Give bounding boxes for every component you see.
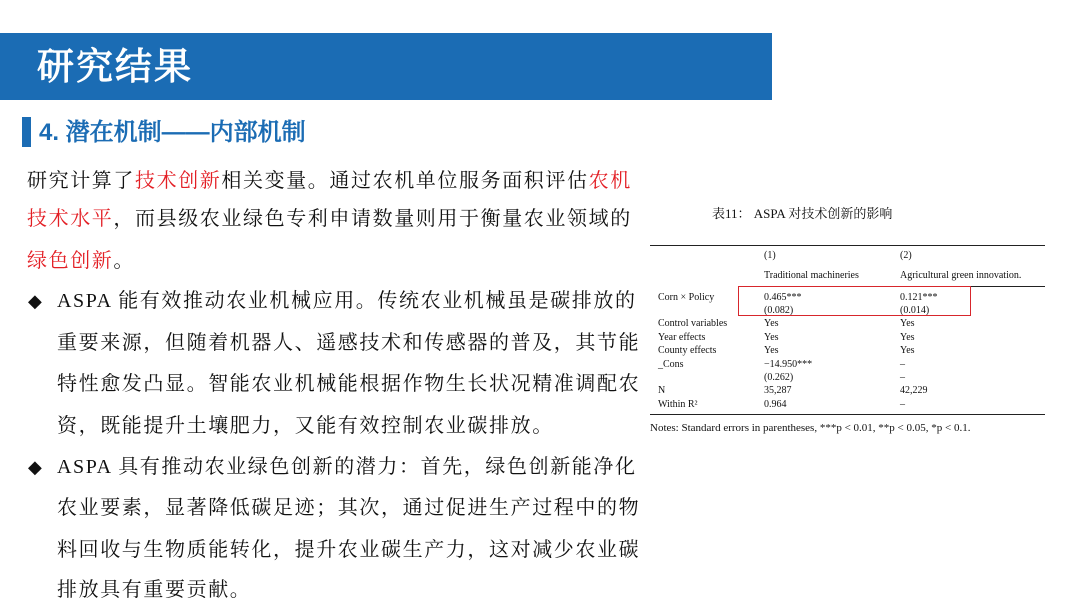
row-label: _Cons bbox=[658, 359, 684, 370]
intro-text: ，而县级农业绿色专利申请数量则用于衡量农业领域的 bbox=[113, 208, 632, 230]
column-number: (2) bbox=[900, 250, 912, 261]
bullet-1-line-2: 重要来源，但随着机器人、遥感技术和传感器的普及，其节能 bbox=[57, 332, 641, 354]
table-cell: (0.262) bbox=[764, 372, 794, 383]
table-cell: (0.014) bbox=[900, 305, 930, 316]
table-caption: 表11： ASPA 对技术创新的影响 bbox=[712, 206, 893, 221]
table-cell: Yes bbox=[900, 345, 915, 356]
table-cell: 35,287 bbox=[764, 385, 792, 396]
bullet-2-line-1: ASPA 具有推动农业绿色创新的潜力：首先，绿色创新能净化 bbox=[57, 456, 637, 478]
table-notes: Notes: Standard errors in parentheses, ***p < 0.01, **p < 0.05, *p < 0.1. bbox=[650, 422, 971, 434]
table-cell: Yes bbox=[900, 332, 915, 343]
header-bar bbox=[0, 33, 772, 100]
subtitle-accent-block bbox=[22, 117, 31, 147]
table-cell: – bbox=[900, 399, 905, 410]
intro-line-1 bbox=[27, 169, 632, 193]
table-cell: 0.964 bbox=[764, 399, 787, 410]
highlight-text: 技术水平 bbox=[27, 208, 114, 230]
row-label: N bbox=[658, 385, 666, 396]
table-cell: Yes bbox=[764, 332, 779, 343]
regression-table bbox=[650, 240, 1045, 440]
table-cell: 0.465*** bbox=[764, 292, 802, 303]
highlight-text: 技术创新 bbox=[135, 170, 222, 192]
highlight-text: 绿色创新 bbox=[27, 250, 114, 272]
bullet-diamond-icon: ◆ bbox=[28, 291, 42, 311]
table-top-rule bbox=[650, 245, 1045, 246]
column-number: (1) bbox=[764, 250, 776, 261]
row-label: County effects bbox=[658, 345, 717, 356]
intro-line-3 bbox=[27, 249, 135, 273]
row-label: Control variables bbox=[658, 318, 728, 329]
row-label: Corn × Policy bbox=[658, 292, 715, 303]
table-bottom-rule bbox=[650, 414, 1045, 415]
table-cell: 42,229 bbox=[900, 385, 928, 396]
bullet-2-line-3: 料回收与生物质能转化，提升农业碳生产力，这对减少农业碳 bbox=[57, 539, 641, 561]
bullet-2-line-4: 排放具有重要贡献。 bbox=[57, 579, 252, 601]
table-cell: – bbox=[900, 359, 905, 370]
row-label: Year effects bbox=[658, 332, 706, 343]
bullet-1-line-1: ASPA 能有效推动农业机械应用。传统农业机械虽是碳排放的 bbox=[57, 290, 637, 312]
column-header: Agricultural green innovation. bbox=[900, 270, 1022, 281]
bullet-2-line-2: 农业要素，显著降低碳足迹；其次，通过促进生产过程中的物 bbox=[57, 497, 641, 519]
column-header: Traditional machineries bbox=[764, 270, 859, 281]
table-cell: Yes bbox=[900, 318, 915, 329]
table-cell: – bbox=[900, 372, 905, 383]
highlight-text: 农机 bbox=[588, 170, 632, 192]
bullet-1-line-3: 特性愈发凸显。智能农业机械能根据作物生长状况精准调配农 bbox=[57, 373, 641, 395]
intro-text: 相关变量。通过农机单位服务面积评估 bbox=[221, 170, 589, 192]
intro-text: 。 bbox=[113, 250, 136, 272]
table-cell: Yes bbox=[764, 318, 779, 329]
highlight-box bbox=[738, 286, 971, 316]
table-cell: (0.082) bbox=[764, 305, 794, 316]
bullet-1-line-4: 资，既能提升土壤肥力，又能有效控制农业碳排放。 bbox=[57, 415, 554, 437]
row-label: Within R² bbox=[658, 399, 698, 410]
section-subtitle: 4. 潜在机制——内部机制 bbox=[39, 119, 306, 146]
table-cell: 0.121*** bbox=[900, 292, 938, 303]
bullet-diamond-icon: ◆ bbox=[28, 457, 42, 477]
table-cell: −14.950*** bbox=[764, 359, 813, 370]
page-title: 研究结果 bbox=[37, 46, 193, 87]
table-cell: Yes bbox=[764, 345, 779, 356]
intro-line-2 bbox=[27, 207, 632, 231]
intro-text: 研究计算了 bbox=[27, 170, 135, 192]
